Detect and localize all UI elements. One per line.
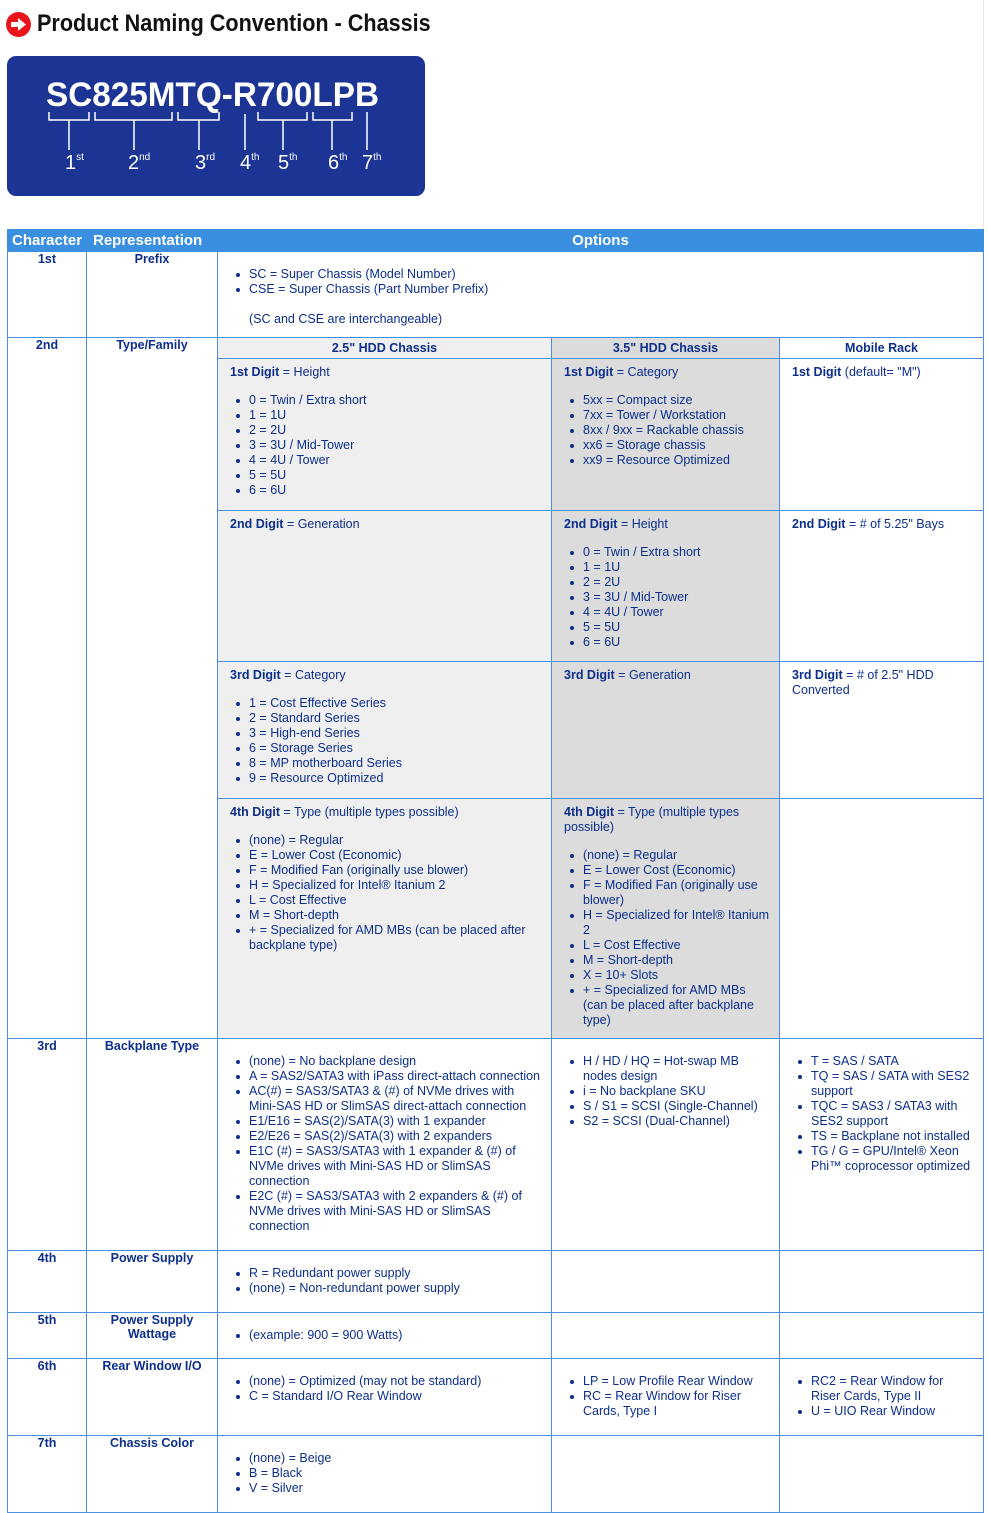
list-item: 8 = MP motherboard Series — [249, 756, 543, 771]
option-list — [564, 545, 771, 650]
digit-description: (default= "M") — [841, 365, 921, 379]
list-item: 9 = Resource Optimized — [249, 771, 543, 786]
list-item: 6 = 6U — [583, 635, 771, 650]
row-character: 7th — [8, 1436, 87, 1513]
subheader-25-hdd: 2.5" HDD Chassis — [218, 338, 552, 359]
list-item: TS = Backplane not installed — [811, 1129, 975, 1144]
list-item: M = Short-depth — [583, 953, 771, 968]
option-list — [564, 1374, 771, 1419]
diagram-ordinal: 1st — [65, 152, 84, 174]
row-representation: Power Supply — [87, 1251, 218, 1313]
digit-label: 1st Digit — [230, 365, 280, 379]
list-item: S2 = SCSI (Dual-Channel) — [583, 1114, 771, 1129]
digit-heading — [564, 805, 771, 835]
row-character: 1st — [8, 252, 87, 338]
list-item: 0 = Twin / Extra short — [249, 393, 543, 408]
arrow-right-icon — [6, 12, 31, 37]
option-list — [230, 393, 543, 498]
digit-description: = # of 5.25" Bays — [845, 517, 945, 531]
list-item: E2C (#) = SAS3/SATA3 with 2 expanders & (#) of NVMe drives with Mini-SAS HD or SlimSAS connection — [249, 1189, 543, 1234]
digit-label: 3rd Digit — [792, 668, 843, 682]
power-35 — [552, 1251, 780, 1313]
row-representation: Power Supply Wattage — [87, 1313, 218, 1359]
list-item: S / S1 = SCSI (Single-Channel) — [583, 1099, 771, 1114]
diagram-ordinal: 4th — [240, 152, 260, 174]
digit-description: = Category — [613, 365, 679, 379]
subheader-35-hdd: 3.5" HDD Chassis — [552, 338, 780, 359]
digit3-mobile — [780, 662, 984, 799]
list-item: (none) = No backplane design — [249, 1054, 543, 1069]
list-item: 3 = 3U / Mid-Tower — [583, 590, 771, 605]
list-item: SC = Super Chassis (Model Number) — [249, 267, 975, 282]
diagram-model-code: SC825MTQ-R700LPB — [46, 76, 379, 114]
list-item: 3 = 3U / Mid-Tower — [249, 438, 543, 453]
list-item: H = Specialized for Intel® Itanium 2 — [249, 878, 543, 893]
option-list — [230, 1451, 543, 1496]
backplane-mobile — [780, 1039, 984, 1251]
row-character: 5th — [8, 1313, 87, 1359]
option-list — [564, 1054, 771, 1129]
option-list — [230, 696, 543, 786]
list-item: 4 = 4U / Tower — [583, 605, 771, 620]
digit-heading — [564, 365, 771, 380]
color-mobile — [780, 1436, 984, 1513]
table-row — [8, 252, 984, 338]
row-character: 2nd — [8, 338, 87, 1039]
digit-label: 2nd Digit — [564, 517, 618, 531]
digit-label: 4th Digit — [564, 805, 614, 819]
list-item: 1 = Cost Effective Series — [249, 696, 543, 711]
table-row — [8, 1039, 984, 1251]
list-item: F = Modified Fan (originally use blower) — [249, 863, 543, 878]
list-item: H = Specialized for Intel® Itanium 2 — [583, 908, 770, 937]
list-item: xx6 = Storage chassis — [583, 438, 771, 453]
digit-description: = Type (multiple types possible) — [280, 805, 459, 819]
digit-description: = Generation — [283, 517, 360, 531]
option-list — [230, 1328, 543, 1343]
list-item: 1 = 1U — [249, 408, 543, 423]
wattage-25 — [218, 1313, 552, 1359]
list-item: A = SAS2/SATA3 with iPass direct-attach connection — [249, 1069, 543, 1084]
diagram-ordinal: 3rd — [195, 152, 216, 174]
power-25 — [218, 1251, 552, 1313]
digit-description: = Height — [279, 365, 330, 379]
naming-diagram-svg — [7, 56, 425, 196]
naming-diagram — [7, 56, 425, 196]
digit-label: 1st Digit — [564, 365, 614, 379]
list-item: 4 = 4U / Tower — [249, 453, 543, 468]
digit-label: 2nd Digit — [230, 517, 284, 531]
list-item: i = No backplane SKU — [583, 1084, 771, 1099]
list-item: X = 10+ Slots — [583, 968, 771, 983]
digit4-mobile — [780, 799, 984, 1039]
list-item: (none) = Non-redundant power supply — [249, 1281, 543, 1296]
list-item: (none) = Regular — [249, 833, 543, 848]
header-representation: Representation — [87, 230, 218, 252]
digit2-25 — [218, 511, 552, 662]
table-row — [8, 338, 984, 359]
list-item: 2 = 2U — [249, 423, 543, 438]
digit-description: = Generation — [614, 668, 691, 682]
diagram-ordinal: 5th — [278, 152, 298, 174]
digit2-mobile — [780, 511, 984, 662]
digit-heading — [564, 668, 771, 683]
list-item: 0 = Twin / Extra short — [583, 545, 771, 560]
page-title-text: Product Naming Convention - Chassis — [37, 10, 431, 37]
list-item: L = Cost Effective — [583, 938, 771, 953]
table-header-row — [8, 230, 984, 252]
row-character: 4th — [8, 1251, 87, 1313]
list-item: V = Silver — [249, 1481, 543, 1496]
list-item: R = Redundant power supply — [249, 1266, 543, 1281]
list-item: 2 = 2U — [583, 575, 771, 590]
power-mobile — [780, 1251, 984, 1313]
digit1-mobile — [780, 359, 984, 511]
list-item: C = Standard I/O Rear Window — [249, 1389, 543, 1404]
digit-heading — [230, 365, 543, 380]
table-row — [8, 1313, 984, 1359]
row-representation: Backplane Type — [87, 1039, 218, 1251]
table-row — [8, 1359, 984, 1436]
option-list — [230, 267, 975, 297]
digit3-25 — [218, 662, 552, 799]
list-item: AC(#) = SAS3/SATA3 & (#) of NVMe drives with Mini-SAS HD or SlimSAS direct-attach connection — [249, 1084, 543, 1114]
page-title — [6, 8, 474, 40]
digit-label: 3rd Digit — [564, 668, 615, 682]
diagram-ordinal: 6th — [328, 152, 348, 174]
row-character: 6th — [8, 1359, 87, 1436]
option-list — [792, 1374, 975, 1419]
backplane-25 — [218, 1039, 552, 1251]
digit-heading — [792, 365, 975, 380]
digit1-35 — [552, 359, 780, 511]
list-item: xx9 = Resource Optimized — [583, 453, 771, 468]
list-item: (none) = Beige — [249, 1451, 543, 1466]
list-item: TG / G = GPU/Intel® Xeon Phi™ coprocessor optimized — [811, 1144, 975, 1174]
wattage-mobile — [780, 1313, 984, 1359]
digit1-25 — [218, 359, 552, 511]
list-item: RC = Rear Window for Riser Cards, Type I — [583, 1389, 771, 1419]
rear-window-35 — [552, 1359, 780, 1436]
list-item: B = Black — [249, 1466, 543, 1481]
digit-description: = Type (multiple types possible) — [564, 805, 740, 834]
rear-window-mobile — [780, 1359, 984, 1436]
digit3-35 — [552, 662, 780, 799]
diagram-brackets — [49, 112, 367, 150]
option-list — [230, 1266, 543, 1296]
option-list — [792, 1054, 975, 1174]
digit-label: 1st Digit — [792, 365, 842, 379]
list-item: E = Lower Cost (Economic) — [583, 863, 771, 878]
row-character: 3rd — [8, 1039, 87, 1251]
list-item: 5xx = Compact size — [583, 393, 771, 408]
option-list — [564, 848, 771, 1028]
list-item: (example: 900 = 900 Watts) — [249, 1328, 543, 1343]
list-item: LP = Low Profile Rear Window — [583, 1374, 771, 1389]
digit4-25 — [218, 799, 552, 1039]
option-list — [230, 833, 543, 953]
list-item: CSE = Super Chassis (Part Number Prefix) — [249, 282, 975, 297]
list-item: L = Cost Effective — [249, 893, 543, 908]
list-item: 8xx / 9xx = Rackable chassis — [583, 423, 771, 438]
option-list — [230, 1054, 543, 1234]
list-item: TQ = SAS / SATA with SES2 support — [811, 1069, 975, 1099]
color-25 — [218, 1436, 552, 1513]
list-item: (none) = Optimized (may not be standard) — [249, 1374, 543, 1389]
list-item: + = Specialized for AMD MBs (can be placed after backplane type) — [249, 923, 543, 953]
digit-description: = # of 2.5" HDD Converted — [792, 668, 934, 697]
option-list — [230, 1374, 543, 1404]
digit-description: = Category — [280, 668, 346, 682]
list-item: RC2 = Rear Window for Riser Cards, Type II — [811, 1374, 975, 1404]
list-item: E1/E16 = SAS(2)/SATA(3) with 1 expander — [249, 1114, 543, 1129]
backplane-35 — [552, 1039, 780, 1251]
digit2-35 — [552, 511, 780, 662]
color-35 — [552, 1436, 780, 1513]
digit-heading — [564, 517, 771, 532]
digit4-35 — [552, 799, 780, 1039]
digit-heading — [792, 668, 975, 698]
row-representation: Rear Window I/O — [87, 1359, 218, 1436]
list-item: E = Lower Cost (Economic) — [249, 848, 543, 863]
subheader-mobile-rack: Mobile Rack — [780, 338, 984, 359]
diagram-ordinal: 2nd — [128, 152, 151, 174]
digit-description: = Height — [617, 517, 668, 531]
rear-window-25 — [218, 1359, 552, 1436]
row-representation: Prefix — [87, 252, 218, 338]
list-item: U = UIO Rear Window — [811, 1404, 975, 1419]
row-options — [218, 252, 984, 338]
list-item: M = Short-depth — [249, 908, 543, 923]
list-item: 6 = 6U — [249, 483, 543, 498]
table-row — [8, 1436, 984, 1513]
list-item: 1 = 1U — [583, 560, 771, 575]
list-item: 3 = High-end Series — [249, 726, 543, 741]
digit-heading — [230, 668, 543, 683]
digit-heading — [230, 517, 543, 532]
list-item: 5 = 5U — [583, 620, 771, 635]
option-note: (SC and CSE are interchangeable) — [249, 312, 443, 326]
list-item: TQC = SAS3 / SATA3 with SES2 support — [811, 1099, 975, 1129]
row-representation: Type/Family — [87, 338, 218, 1039]
header-options: Options — [218, 230, 984, 252]
header-character: Character — [8, 230, 87, 252]
diagram-ordinals — [65, 152, 381, 174]
list-item: E1C (#) = SAS3/SATA3 with 1 expander & (#) of NVMe drives with Mini-SAS HD or SlimSAS connection — [249, 1144, 543, 1189]
row-representation: Chassis Color — [87, 1436, 218, 1513]
list-item: 6 = Storage Series — [249, 741, 543, 756]
list-item: 5 = 5U — [249, 468, 543, 483]
diagram-ordinal: 7th — [362, 152, 382, 174]
list-item: H / HD / HQ = Hot-swap MB nodes design — [583, 1054, 771, 1084]
digit-heading — [230, 805, 543, 820]
list-item: F = Modified Fan (originally use blower) — [583, 878, 771, 908]
list-item: + = Specialized for AMD MBs (can be placed after backplane type) — [583, 983, 771, 1028]
naming-table — [7, 229, 984, 1513]
list-item: 7xx = Tower / Workstation — [583, 408, 771, 423]
digit-label: 2nd Digit — [792, 517, 846, 531]
list-item: (none) = Regular — [583, 848, 771, 863]
table-row — [8, 1251, 984, 1313]
digit-label: 3rd Digit — [230, 668, 281, 682]
digit-label: 4th Digit — [230, 805, 280, 819]
list-item: E2/E26 = SAS(2)/SATA(3) with 2 expanders — [249, 1129, 543, 1144]
list-item: T = SAS / SATA — [811, 1054, 975, 1069]
list-item: 2 = Standard Series — [249, 711, 543, 726]
wattage-35 — [552, 1313, 780, 1359]
digit-heading — [792, 517, 975, 532]
option-list — [564, 393, 771, 468]
